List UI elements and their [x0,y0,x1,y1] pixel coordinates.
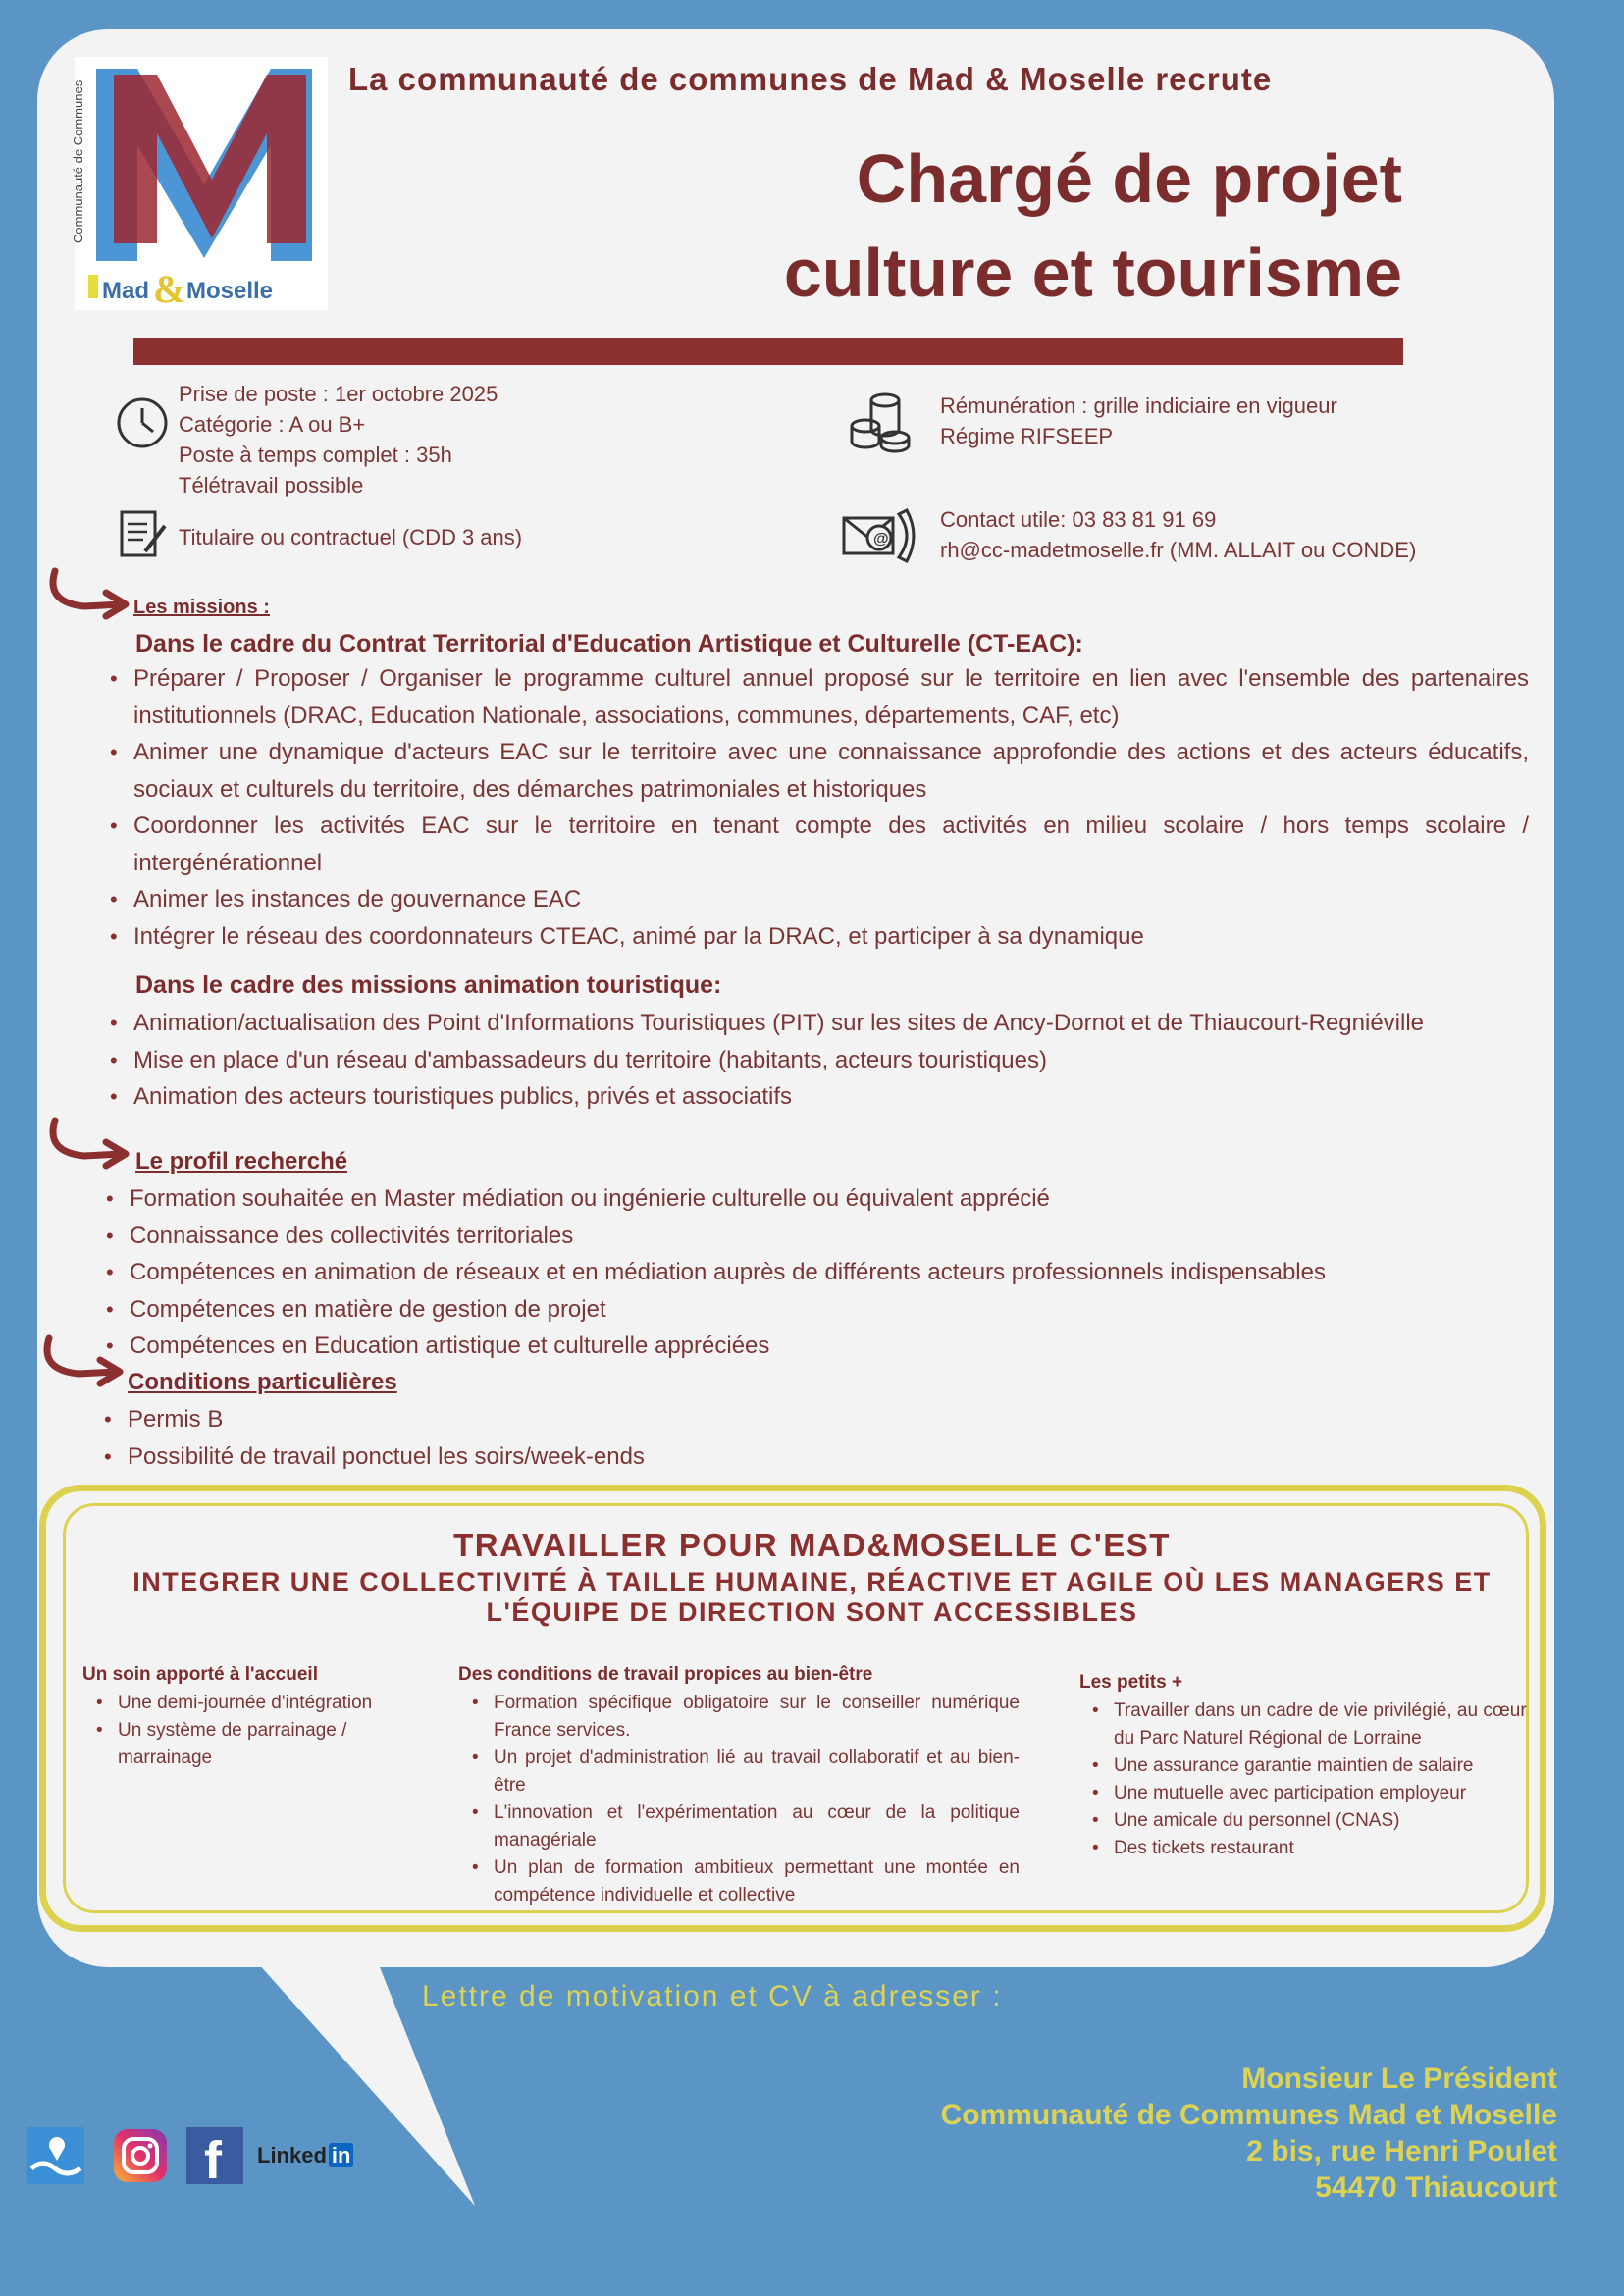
info-job [179,379,498,500]
working-title: TRAVAILLER POUR MAD&MOSELLE C'EST [453,1527,1171,1563]
col-welcome-head: Un soin apporté à l'accueil [82,1664,318,1685]
logo-amp: & [153,267,186,311]
address-line-1: Monsieur Le Président [1241,2062,1557,2095]
linkedin-text: Linked [257,2143,327,2167]
missions-heading: Les missions : [133,597,270,618]
address-line-2: Communauté de Communes Mad et Moselle [940,2099,1557,2131]
svg-text:@: @ [873,531,889,548]
col-extras-head: Les petits + [1079,1672,1183,1693]
job-title-line1: Chargé de projet [856,140,1402,217]
coins-icon [846,391,915,453]
logo-mad: Mad [102,278,149,304]
list-item: • Animation des acteurs touristiques publics, privés et associatifs [133,1078,1529,1116]
info-start: Prise de poste : 1er octobre 2025 [179,382,498,406]
list-item: • Une amicale du personnel (CNAS) [1114,1807,1536,1835]
job-title [784,131,1402,320]
info-contact [940,504,1416,565]
curved-arrow-icon [35,1334,133,1389]
list-item: • Préparer / Proposer / Organiser le programme culturel annuel proposé sur le territoire en lien avec l'ensemble des partenaires institutionnels (DRAC, Education Nationale, associations, communes, départements, CAF, etc) [133,660,1529,734]
list-item: • Compétences en animation de réseaux et en médiation auprès de différents acteurs professionnels indispensables [130,1254,1525,1291]
list-item: • Une mutuelle avec participation employeur [1114,1780,1536,1807]
address-line-3: 2 bis, rue Henri Poulet [1246,2135,1557,2167]
map-icon[interactable] [27,2127,84,2184]
letter-instructions: Lettre de motivation et CV à adresser : [422,1980,1003,2012]
linkedin-in: in [329,2143,354,2167]
list-item: • Mise en place d'un réseau d'ambassadeurs du territoire (habitants, acteurs touristiques) [133,1042,1529,1079]
missions-sub-tourism: Dans le cadre des missions animation touristique: [135,971,722,999]
title-bar [133,338,1403,365]
info-contact-email[interactable]: rh@cc-madetmoselle.fr (MM. ALLAIT ou CONDE) [940,538,1417,562]
list-item: • Animer une dynamique d'acteurs EAC sur le territoire avec une connaissance approfondie des actions et des acteurs éducatifs, sociaux et culturels du territoire, des démarches patrimoniales et historiques [133,734,1529,808]
working-subtitle-2: L'ÉQUIPE DE DIRECTION SONT ACCESSIBLES [486,1597,1138,1627]
list-item: • Coordonner les activités EAC sur le territoire en tenant compte des activités en milieu scolaire / hors temps scolaire / intergénérationnel [133,808,1529,881]
col-extras-list [1114,1697,1536,1862]
logo-side-text: Communauté de Communes [71,79,85,243]
list-item: • Un plan de formation ambitieux permettant une montée en compétence individuelle et collective [494,1854,1020,1909]
facebook-icon[interactable] [186,2127,243,2190]
info-category: Catégorie : A ou B+ [179,412,366,437]
clock-icon [114,394,171,451]
job-title-line2: culture et tourisme [783,235,1402,311]
list-item: • Formation spécifique obligatoire sur le conseiller numérique France services. [494,1690,1020,1745]
org-line: La communauté de communes de Mad & Moselle recrute [348,61,1273,97]
conditions-list [128,1401,1523,1475]
logo [71,57,328,311]
instagram-icon[interactable] [112,2127,169,2184]
col-conditions-head: Des conditions de travail propices au bien-être [458,1664,873,1685]
list-item: • Intégrer le réseau des coordonnateurs CTEAC, animé par la DRAC, et participer à sa dynamique [133,918,1529,956]
list-item: • Animer les instances de gouvernance EAC [133,881,1529,918]
conditions-heading: Conditions particulières [128,1369,397,1395]
missions-cteac-list [133,660,1529,955]
profile-heading: Le profil recherché [135,1148,348,1174]
info-pay [940,391,1337,451]
col-conditions-list [494,1690,1020,1909]
info-status: Titulaire ou contractuel (CDD 3 ans) [179,525,523,549]
list-item: • Formation souhaitée en Master médiation ou ingénierie culturelle ou équivalent apprécié [130,1180,1525,1218]
postal-address [941,2061,1557,2206]
address-line-4: 54470 Thiaucourt [1315,2171,1557,2204]
list-item: • Une demi-journée d'intégration [118,1690,432,1717]
list-item: • Une assurance garantie maintien de salaire [1114,1752,1536,1780]
list-item: • Un projet d'administration lié au travail collaboratif et au bien-être [494,1745,1020,1800]
list-item: • Des tickets restaurant [1114,1835,1536,1862]
info-pay2: Régime RIFSEEP [940,424,1114,448]
list-item: • Possibilité de travail ponctuel les soirs/week-ends [128,1438,1523,1476]
logo-mark [71,57,328,311]
list-item: • Animation/actualisation des Point d'Informations Touristiques (PIT) sur les sites de Ancy-Dornot et de Thiaucourt-Regniéville [133,1005,1529,1042]
info-contact-phone: Contact utile: 03 83 81 91 69 [940,507,1217,532]
missions-sub-cteac: Dans le cadre du Contrat Territorial d'Education Artistique et Culturelle (CT-EAC): [135,630,1083,657]
svg-text:f: f [204,2131,222,2190]
list-item: • Permis B [128,1401,1523,1438]
info-remote: Télétravail possible [179,473,364,497]
contact-icon [842,508,918,563]
profile-list [130,1180,1525,1365]
logo-moselle: Moselle [186,278,274,304]
list-item: • Connaissance des collectivités territoriales [130,1218,1525,1255]
list-item: • L'innovation et l'expérimentation au cœur de la politique managériale [494,1800,1020,1854]
missions-tourism-list [133,1005,1529,1116]
info-pay1: Rémunération : grille indiciaire en vigueur [940,393,1337,418]
linkedin-icon[interactable] [257,2143,353,2168]
curved-arrow-icon [41,567,139,622]
list-item: • Un système de parrainage / marrainage [118,1717,432,1772]
list-item: • Compétences en Education artistique et culturelle appréciées [130,1328,1525,1365]
working-subtitle-1: INTEGRER UNE COLLECTIVITÉ À TAILLE HUMAINE, RÉACTIVE ET AGILE OÙ LES MANAGERS ET [132,1567,1492,1596]
curved-arrow-icon [41,1117,139,1172]
document-icon [116,508,169,561]
col-welcome-list [118,1690,432,1772]
list-item: • Travailler dans un cadre de vie privilégié, au cœur du Parc Naturel Régional de Lorraine [1114,1697,1536,1752]
info-hours: Poste à temps complet : 35h [179,443,452,467]
list-item: • Compétences en matière de gestion de projet [130,1291,1525,1329]
